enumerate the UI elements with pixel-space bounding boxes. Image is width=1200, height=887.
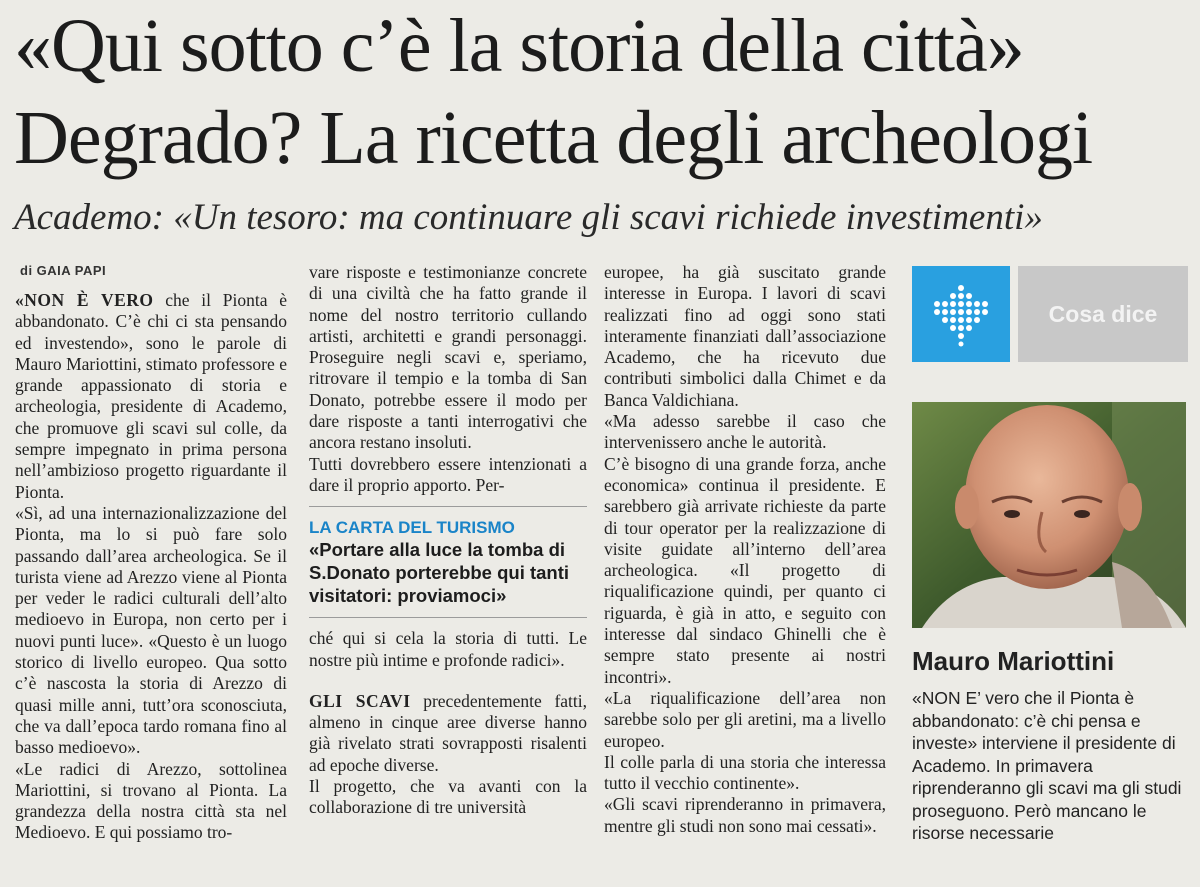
headline-line-1: «Qui sotto c’è la storia della città» xyxy=(14,4,1024,88)
sidebar-quote: «NON E’ vero che il Pionta è abbandonato: c’è chi pensa e investe» interviene il presidente di Academo. In primavera riprenderanno gli scavi ma gli studi proseguono. Però mancano le risorse necessarie xyxy=(912,688,1182,843)
paragraph: europee, ha già suscitato grande interesse in Europa. I lavori di scavi realizzati fino ad oggi sono stati interamente finanziati dall’associazione Academo, che ha ricevuto due contributi simbolici dalla Chimet e da Banca Valdichiana. xyxy=(604,262,886,410)
byline: di GAIA PAPI xyxy=(20,263,107,278)
paragraph: Il progetto, che va avanti con la collaborazione di tre università xyxy=(309,776,587,818)
paragraph: «Gli scavi riprenderanno in primavera, mentre gli studi non sono mai cessati». xyxy=(604,794,886,836)
paragraph: «Sì, ad una internazionalizzazione del Pionta, ma lo si può fare solo passando dall’area archeologica. Se il turista viene ad Arezzo viene al Pionta per veder le radici culturali dell’alto medioevo in Europa, non certo per i nuovi punti luce». «Questo è un luogo storico di livello europeo. Qua sotto c’è nascosta la storia di Arezzo di quasi mille anni, tutt’ora sconosciuta, che va dall’epoca tardo romana fino al basso medioevo». xyxy=(15,502,287,758)
paragraph xyxy=(309,691,587,776)
dot-grid-arrow-icon xyxy=(912,266,1010,362)
paragraph-text: che il Pionta è abbandonato. C’è chi ci sta pensando ed investendo», sono le parole di Mauro Mariottini, stimato professore e grande appassionato di storia e archeologia, presidente di Academo, che promuove gli scavi sul colle, da sempre impegnato in prima persona nell’ambizioso progetto riguardante il Pionta. xyxy=(15,290,287,502)
lead-in: GLI SCAVI xyxy=(309,690,411,711)
paragraph: «Le radici di Arezzo, sottolinea Mariottini, si trovano al Pionta. La grandezza della nostra città sta nel Medioevo. E qui possiamo tro- xyxy=(15,758,287,843)
person-name: Mauro Mariottini xyxy=(912,646,1115,676)
section-tag-label: Cosa dice xyxy=(1048,300,1158,327)
section-tag xyxy=(1018,266,1188,362)
paragraph: ché qui si cela la storia di tutti. Le nostre più intime e profonde radici». xyxy=(309,628,587,670)
pull-quote: «Portare alla luce la tomba di S.Donato porterebbe qui tanti visitatori: proviamoci» xyxy=(309,539,570,607)
box-kicker: LA CARTA DEL TURISMO xyxy=(309,518,515,538)
subheadline: Academo: «Un tesoro: ma continuare gli scavi richiede investimenti» xyxy=(14,197,1043,238)
spacer xyxy=(309,671,587,691)
article-column-3 xyxy=(604,262,886,837)
paragraph: «Ma adesso sarebbe il caso che intervenissero anche le autorità. xyxy=(604,411,886,453)
paragraph: «La riqualificazione dell’area non sarebbe solo per gli aretini, ma a livello europeo. xyxy=(604,687,886,751)
article-column-2 xyxy=(309,262,587,819)
portrait-photo xyxy=(912,402,1186,628)
lead-in: «NON È VERO xyxy=(15,290,154,310)
portrait-illustration xyxy=(912,402,1186,628)
divider xyxy=(309,617,587,618)
paragraph xyxy=(15,290,287,503)
paragraph: Il colle parla di una storia che interessa tutto il vecchio continente». xyxy=(604,751,886,794)
headline-line-2: Degrado? La ricetta degli archeologi xyxy=(14,96,1093,180)
paragraph: vare risposte e testimonianze concrete di una civiltà che ha fatto grande il nome del nostro territorio cullando artisti, architetti e grandi personaggi. Proseguire negli scavi e, speriamo, ritrovare il tempio e la tomba di San Donato, potrebbe essere il modo per dare risposte a tanti interrogativi che ancora restano insoluti. xyxy=(309,262,587,453)
paragraph: C’è bisogno di una grande forza, anche economica» continua il presidente. E sarebbero già arrivate richieste da parte di tour operator per la realizzazione di visite guidate all’interno dell’area archeologica. «Il progetto di riqualificazione quindi, per quanto ci riguarda, è già in atto, e seguito con interesse dal sindaco Ghinelli che è sempre stato presente ai nostri incontri». xyxy=(604,453,886,687)
section-logo xyxy=(912,266,1010,362)
divider xyxy=(309,506,587,507)
paragraph: Tutti dovrebbero essere intenzionati a dare il proprio apporto. Per- xyxy=(309,453,587,495)
paragraph-text: precedentemente fatti, almeno in cinque aree diverse hanno già rivelato strati sovrapposti risalenti ad epoche diverse. xyxy=(309,690,587,775)
article-column-1 xyxy=(15,290,287,844)
